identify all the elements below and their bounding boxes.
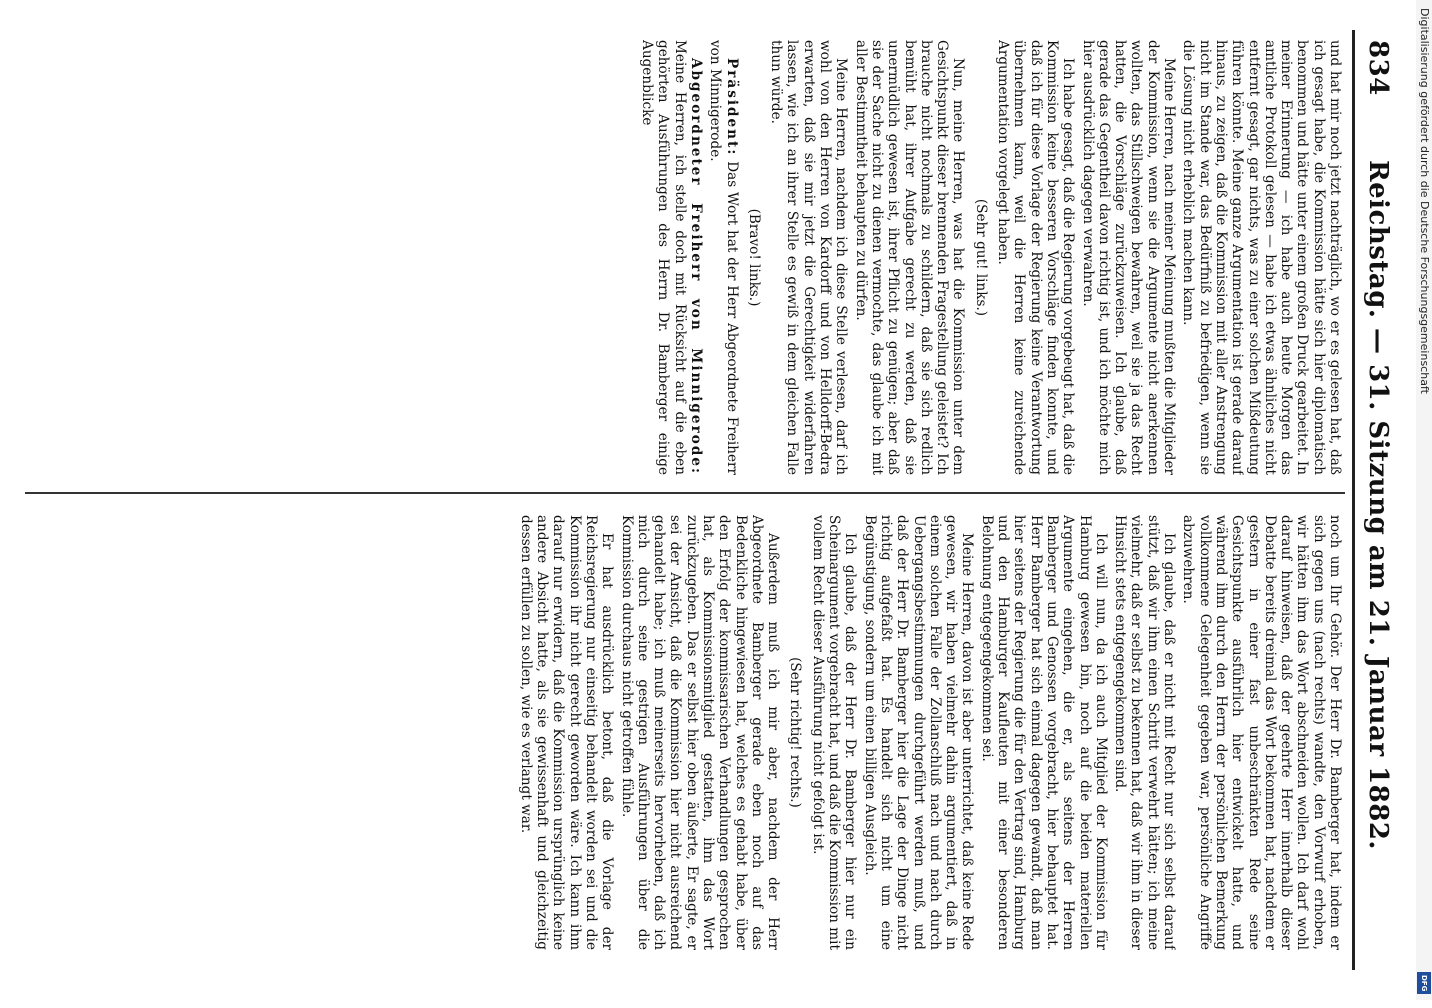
paragraph: Meine Herren, nach meiner Meinung mußten die Mitglieder der Kommission, wenn sie die Argumente nicht anerkennen wollten, das Stillschweigen bewahren, weil sie ja das Recht hatten, die Vorschläge zurückzuweisen. Ich glaube, daß gerade das Gegentheil davon richtig ist, und ich möchte mich hier ausdrücklich dagegen verwahren.: [1079, 40, 1178, 475]
speaker-label: Abgeordneter Freiherr von Minnigerode:: [688, 58, 705, 475]
digitization-credit: Digitalisierung gefördert durch die Deutsche Forschungsgemeinschaft: [1418, 8, 1431, 394]
president-label: Präsident:: [723, 58, 740, 157]
paragraph: Ich glaube, daß er nicht mit Recht nur sich selbst darauf stützt, daß wir ihm einen Schritt verwehrt hätten; ich meine vielmehr, daß er selbst zu bekennen hat, daß wir ihm in dieser Hinsicht stets entgegengekommen sind.: [1112, 515, 1178, 950]
speaker-statement: [639, 40, 704, 475]
header-rule: [1352, 30, 1355, 970]
applause-note: (Sehr gut! links.): [972, 198, 989, 317]
paragraph: und hat mir noch jetzt nachträglich, wo er es gelesen hat, daß ich gesagt habe, die Kommission hätte sich hier diplomatisch benommen und hätte unter einem großen Druck gearbeitet. In meiner Erinnerung — ich habe auch heute Morgen das amtliche Protokoll gelesen — habe ich etwas ähnliches nicht entfernt gesagt, gar nichts, was zu einer solchen Mißdeutung führen könnte. Meine ganze Argumentation ist gerade darauf hinaus, zu zeigen, daß die Kommission mit aller Anstrengung nicht im Stande war, das Bedürfniß zu befriedigen, wenn sie die Lösung nicht erheblich machen kann.: [1180, 40, 1343, 475]
applause-note: (Bravo! links.): [745, 208, 762, 307]
applause-note: (Sehr richtig! rechts.): [787, 657, 804, 808]
paragraph: Ich habe gesagt, daß die Regierung vorgebeugt hat, daß die Kommission keine besseren Vorschläge finden konnte, und daß ich für diese Vorlage der Regierung keine Verantwortung übernehmen kann, weil die Herren keine zureichende Argumentation vorgelegt haben.: [995, 40, 1077, 475]
paragraph: Ich will nun, da ich auch Mitglied der Kommission für Hamburg gewesen bin, noch auf die beiden materiellen Argumente eingehen, die er, als seitens der Herren Bamberger und Genossen vorgebracht, hier behauptet hat. Herr Bamberger hat sich einmal dagegen gewandt, daß man hier seitens der Regierung die für den Vertrag sind, Hamburg und den Hamburger Kaufleuten mit einer besonderen Belohnung entgegengekommen sei.: [978, 515, 1109, 950]
president-statement: [707, 40, 740, 475]
page-header: [1353, 40, 1393, 970]
speaker-text: Meine Herren, ich stelle doch mit Rücksicht auf die eben gehörten Ausführungen des Herrn Dr. Bamberger einige Augenblicke: [639, 40, 688, 475]
paragraph: Er hat ausdrücklich betont, daß die Vorlage der Reichsregierung nur einseitig behandelt worden sei und die Kommission ihr nicht gerecht geworden wäre. Ich kann ihm darauf nur erwidern, daß die Kommission ursprünglich keine andere Absicht hatte, als sie gewissenhaft und gleichzeitig dessen erfüllen zu sollen, wie es verlangt war.: [517, 515, 616, 950]
president-text: Das Wort hat der Herr Abgeordnete Freiherr von Minnigerode.: [707, 40, 740, 475]
paragraph: Nun, meine Herren, was hat die Kommission unter dem Gesichtspunkt dieser brennenden Fragestellung geleistet? Ich brauche nicht nochmals zu schildern, daß sie sich redlich bemüht hat, ihrer Aufgabe gerecht zu werden, daß sie unermüdlich gewesen ist, ihrer Pflicht zu genügen; aber daß sie der Sache nicht zu dienen vermochte, das glaube ich mit aller Bestimmtheit behaupten zu dürfen.: [852, 40, 967, 475]
digitization-sidebar: [1416, 0, 1432, 1000]
paragraph: noch um Ihr Gehör. Der Herr Dr. Bamberger hat, indem er sich gegen uns (nach rechts) wandte, den Vorwurf erhoben, wir hätten ihm das Wort abschneiden wollen. Ich darf wohl darauf hinweisen, daß der geehrte Herr innerhalb dieser Debatte bereits dreimal das Wort bekommen hat, nachdem er gestern in einer fast unbeschränkten Rede seine Gesichtspunkte ausführlich hier entwickelt hatte, und während ihm durch den Herrn der persönlichen Bemerkung vollkommene Gelegenheit gegeben war, persönliche Angriffe abzuwehren.: [1180, 515, 1343, 950]
paragraph: Ich glaube, daß der Herr Dr. Bamberger hier nur ein Scheinargument vorgebracht hat, und daß die Kommission mit vollem Recht dieser Ausführung nicht gefolgt ist.: [809, 515, 859, 950]
paragraph: Meine Herren, davon ist aber unterrichtet, daß keine Rede gewesen, wir haben vielmehr dahin argumentiert, daß in einem solchen Falle der Zollanschluß nach und nach durch Uebergangsbestimmungen durchgeführt werden muß, und daß der Herr Dr. Bamberger hier die Lage der Dinge nicht richtig aufgefaßt hat. Es handelt sich nicht um eine Begünstigung, sondern um einen billigen Ausgleich.: [861, 515, 976, 950]
dfg-logo-icon: DFG: [1417, 972, 1431, 994]
page-title: Reichstag. — 31. Sitzung am 21. Januar 1882.: [1363, 159, 1393, 850]
column-divider: [25, 492, 1345, 494]
right-column: [23, 515, 1343, 950]
paragraph: Außerdem muß ich mir aber, nachdem der Herr Abgeordnete Bamberger gerade eben noch auf das Bedenkliche hingewiesen hat, welches es gehabt habe, über den Erfolg der kommissarischen Verhandlungen gesprochen hat, als Kommissionsmitglied gestatten, ihm das Wort zurückzugeben. Das er selbst hier oben äußerte, Er sagte, er sei der Ansicht, daß die Kommission hier nicht ausreichend gehandelt habe; ich muß meinerseits hervorheben, daß ich mich durch seine gestrigen Ausführungen über die Kommission durchaus nicht getroffen fühle.: [618, 515, 782, 950]
page-number: 834: [1363, 40, 1393, 96]
left-column: [23, 40, 1343, 475]
paragraph: Meine Herren, nachdem ich diese Stelle verlesen, darf ich wohl von den Herren von Kardorff und von Helldorff-Bedra erwarten, daß sie mir jetzt die Gerechtigkeit widerfahren lassen, wie ich an ihrer Stelle es gewiß in dem gleichen Falle thun würde.: [768, 40, 850, 475]
